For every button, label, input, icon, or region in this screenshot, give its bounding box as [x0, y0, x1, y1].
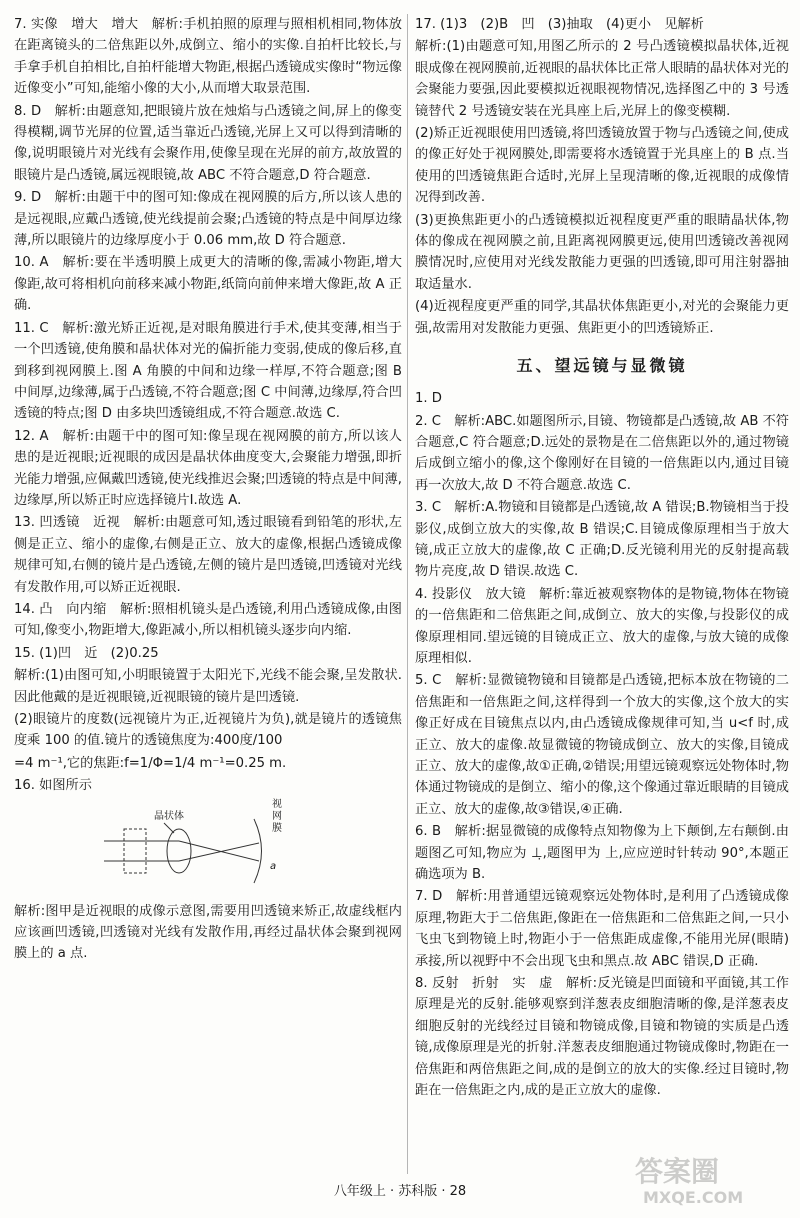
point-a-label: a: [270, 860, 277, 872]
retina-curve: [254, 819, 262, 883]
answer-item: 7. D 解析:用普通望远镜观察远处物体时,是利用了凸透镜成像原理,物距大于二倍焦距,像距在一倍焦距和二倍焦距之间,一只小飞虫飞到物镜上时,物距小于一倍焦距成虚像,不能用光屏(眼睛)承接,所以视野中不会出现飞虫和黑点.故 ABC 错误,D 正确.: [415, 889, 789, 969]
answer-item: (4)近视程度更严重的同学,其晶状体焦距更小,对光的会聚能力更强,故需用对发散能力更强、焦距更小的凹透镜矫正.: [415, 299, 789, 336]
eye-diagram: [104, 799, 402, 899]
answer-item: 17. (1)3 (2)B 凹 (3)抽取 (4)更小 见解析: [415, 17, 704, 32]
answer-item: 2. C 解析:ABC.如题图所示,目镜、物镜都是凸透镜,故 AB 不符合题意,C 符合题意;D.远处的景物是在二倍焦距以外的,通过物镜后成倒立缩小的像,这个像刚好在目镜的一倍焦距以内,通过目镜再一次放大,故 D 不符合题意.故选 C.: [415, 413, 789, 493]
answer-item: 11. C 解析:激光矫正近视,是对眼角膜进行手术,使其变薄,相当于一个凹透镜,使角膜和晶状体对光的偏折能力变弱,使成的像后移,直到移到视网膜上.图 A 角膜的中间和边缘一样厚,不符合题意;图 B 中间厚,边缘薄,属于凸透镜,不符合题意;图 C 中间薄,边缘厚,符合凹透镜的特点;图 D 由多块凹透镜组成,不符合题意.故选 C.: [14, 320, 402, 422]
left-column: [14, 14, 402, 966]
answer-item: 12. A 解析:由题干中的图可知:像呈现在视网膜的前方,所以该人患的是近视眼;近视眼的成因是晶状体曲度变大,会聚能力增强,即折光能力增强,应佩戴凹透镜,使光线推迟会聚;凹透镜的特点是中间薄,边缘厚,所以矫正时应选择镜片Ⅰ.故选 A.: [14, 428, 402, 508]
answer-item: 解析:(1)由图可知,小明眼镜置于太阳光下,光线不能会聚,呈发散状.因此他戴的是近视眼镜,近视眼镜的镜片是凹透镜.: [14, 668, 402, 705]
answer-item: 8. 反射 折射 实 虚 解析:反光镜是凹面镜和平面镜,其工作原理是光的反射.能够观察到洋葱表皮细胞清晰的像,是洋葱表皮细胞反射的光线经过目镜和物镜成像,目镜和物镜的实质是凸透镜,成像原理是光的折射.洋葱表皮细胞通过物镜成像时,物距在一倍焦距和两倍焦距之间,成的是倒立的放大的实像.经过目镜时,物距在一倍焦距之内,成的是正立放大的虚像.: [415, 976, 789, 1099]
answer-item: 9. D 解析:由题干中的图可知:像成在视网膜的后方,所以该人患的是远视眼,应戴凸透镜,使光线提前会聚;凸透镜的特点是中间厚边缘薄,所以眼镜片的边缘厚度小于 0.06 mm,故 D 符合题意.: [14, 190, 402, 249]
answer-item: 14. 凸 向内缩 解析:照相机镜头是凸透镜,利用凸透镜成像,由图可知,像变小,物距增大,像距减小,所以相机镜头逐步向内缩.: [14, 601, 402, 639]
retina-label: 视网膜: [272, 798, 282, 834]
watermark-line2: MXQE.COM: [643, 1188, 744, 1207]
column-divider: [407, 14, 408, 1174]
label-leader: [164, 823, 174, 833]
dashed-lens-box: [124, 829, 146, 873]
answer-item: (2)矫正近视眼使用凹透镜,将凹透镜放置于物与凸透镜之间,使成的像正好处于视网膜处,即需要将水透镜置于光具座上的 B 点.当使用的凹透镜焦距合适时,光屏上呈现清晰的像,近视眼的成像情况得到改善.: [415, 126, 789, 206]
answer-item: 8. D 解析:由题意知,把眼镜片放在烛焰与凸透镜之间,屏上的像变得模糊,调节光屏的位置,适当靠近凸透镜,光屏上又可以得到清晰的像,说明眼镜片对光线有会聚作用,使像呈现在光屏的前方,故放置的眼镜片是凸透镜,属远视眼镜,故 ABC 不符合题意,D 符合题意.: [14, 103, 402, 183]
watermark-logo: [615, 1150, 785, 1210]
answer-item: 4. 投影仪 放大镜 解析:靠近被观察物体的是物镜,物体在物镜的一倍焦距和二倍焦距之间,成倒立、放大的实像,与投影仪的成像原理相同.望远镜的目镜成正立、放大的虚像,与放大镜的成像原理相似.: [415, 586, 789, 666]
answer-item: 解析:(1)由题意可知,用图乙所示的 2 号凸透镜模拟晶状体,近视眼成像在视网膜前,近视眼的晶状体比正常人眼睛的晶状体对光的会聚能力要强,因此要模拟近视眼视物情况,选择图乙中的 3 号透镜替代 2 号透镜安装在光具座上后,光屏上的像变模糊.: [415, 39, 789, 119]
answer-item: 10. A 解析:要在半透明膜上成更大的清晰的像,需减小物距,增大像距,故可将相机向前移来减小物距,纸筒向前伸来增大像距,故 A 正确.: [14, 255, 402, 314]
answer-item: 3. C 解析:A.物镜和目镜都是凸透镜,故 A 错误;B.物镜相当于投影仪,成倒立放大的实像,故 B 错误;C.目镜成像原理相当于放大镜,成正立放大的虚像,故 C 正确;D.反光镜利用光的反射提高载物片亮度,故 D 错误.故选 C.: [415, 500, 789, 580]
answer-item: (2)眼镜片的度数(远视镜片为正,近视镜片为负),就是镜片的透镜焦度乘 100 的值.镜片的透镜焦度为:400度/100: [14, 712, 402, 749]
page-footer: 八年级上 · 苏科版 · 28: [333, 1184, 467, 1199]
answer-item: 15. (1)凹 近 (2)0.25: [14, 645, 159, 661]
answer-item: 13. 凹透镜 近视 解析:由题意可知,透过眼镜看到铅笔的形状,左侧是正立、缩小的虚像,右侧是正立、放大的虚像,根据凸透镜成像规律可知,右侧的镜片是凸透镜,左侧的镜片是凹透镜,凹透镜对光线有发散作用,可以矫正近视眼.: [14, 515, 402, 595]
answer-item: 5. C 解析:显微镜物镜和目镜都是凸透镜,把标本放在物镜的二倍焦距和一倍焦距之间,这样得到一个放大的实像,这个放大的实像正好成在目镜焦点以内,由凸透镜成像规律可知,当 u<f 时,成正立、放大的虚像.故显微镜的物镜成倒立、放大的实像,目镜成正立、放大的虚像,故①正确,②错误;用望远镜观察远处物体时,物体通过物镜成的是倒立、缩小的像,这个像通过靠近眼睛的目镜成正立、放大的虚像,故③错误,④正确.: [415, 673, 789, 817]
answer-item: =4 m⁻¹,它的焦距:f=1/Φ=1/4 m⁻¹=0.25 m.: [14, 755, 287, 771]
answer-item: (3)更换焦距更小的凸透镜模拟近视程度更严重的眼睛晶状体,物体的像成在视网膜之前,且距离视网膜更远,使用凹透镜改善视网膜情况时,应使用对光线发散能力更强的凹透镜,即可用注射器抽取适量水.: [415, 212, 789, 292]
answer-item: 7. 实像 增大 增大 解析:手机拍照的原理与照相机相同,物体放在距离镜头的二倍焦距以外,成倒立、缩小的实像.自拍杆比较长,与手拿手机自拍相比,自拍杆能增大物距,根据凸透镜成实像时“物远像近像变小”可知,能缩小像的大小,从而增大取景范围.: [14, 17, 402, 97]
crystalline-lens: [167, 829, 191, 873]
right-column: [415, 14, 789, 1103]
answer-item: 16. 如图所示: [14, 778, 92, 794]
section-title: 五、望远镜与显微镜: [516, 356, 688, 376]
lens-label: 晶状体: [154, 810, 184, 822]
answer-item: 6. B 解析:据显微镜的成像特点知物像为上下颠倒,左右颠倒.由题图乙可知,物应为 ⊥̣,题图甲为 上,应应逆时针转动 90°,本题正确选项为 B.: [415, 824, 789, 883]
answer-item: 解析:图甲是近视眼的成像示意图,需要用凹透镜来矫正,故虚线框内应该画凹透镜,凹透镜对光线有发散作用,再经过晶状体会聚到视网膜上的 a 点.: [14, 903, 402, 962]
answer-item: 1. D: [415, 391, 442, 407]
watermark-line1: 答案圈: [635, 1155, 720, 1188]
